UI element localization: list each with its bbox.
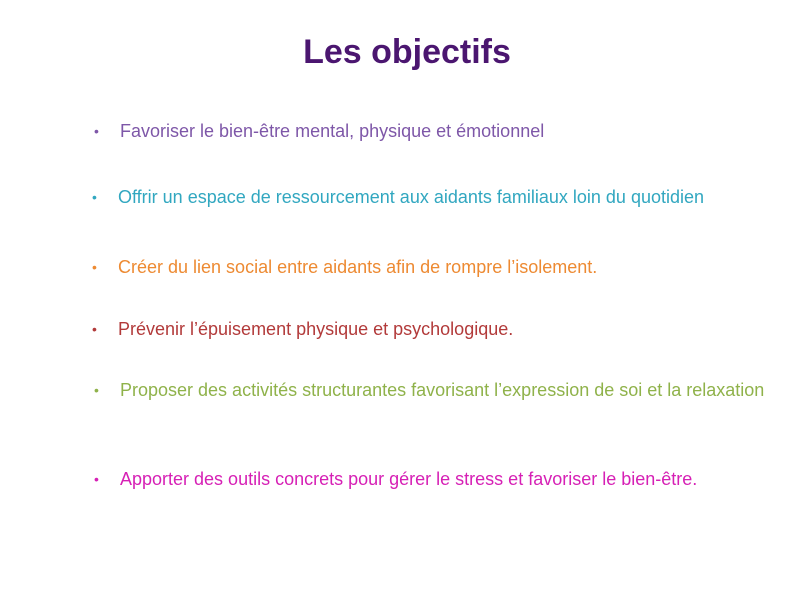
objective-text: Proposer des activités structurantes favorisant l’expression de soi et la relaxation [120, 380, 765, 400]
objective-text: Offrir un espace de ressourcement aux aidants familiaux loin du quotidien [118, 187, 705, 207]
objective-item-5 [94, 377, 774, 403]
objective-text: Apporter des outils concrets pour gérer le stress et favoriser le bien-être. [120, 469, 698, 489]
bullet-icon: • [92, 259, 97, 275]
objective-item-2 [92, 184, 712, 210]
bullet-icon: • [94, 471, 99, 487]
objective-item-4 [92, 316, 752, 342]
bullet-icon: • [94, 382, 99, 398]
objective-item-1 [94, 118, 734, 144]
objective-text: Favoriser le bien-être mental, physique et émotionnel [120, 121, 545, 141]
slide-title: Les objectifs [303, 33, 511, 71]
objective-text: Créer du lien social entre aidants afin de rompre l’isolement. [118, 257, 598, 277]
bullet-icon: • [94, 123, 99, 139]
bullet-icon: • [92, 189, 97, 205]
objective-item-3 [92, 254, 752, 280]
objective-text: Prévenir l’épuisement physique et psychologique. [118, 319, 514, 339]
objective-item-6 [94, 466, 794, 492]
bullet-icon: • [92, 321, 97, 337]
